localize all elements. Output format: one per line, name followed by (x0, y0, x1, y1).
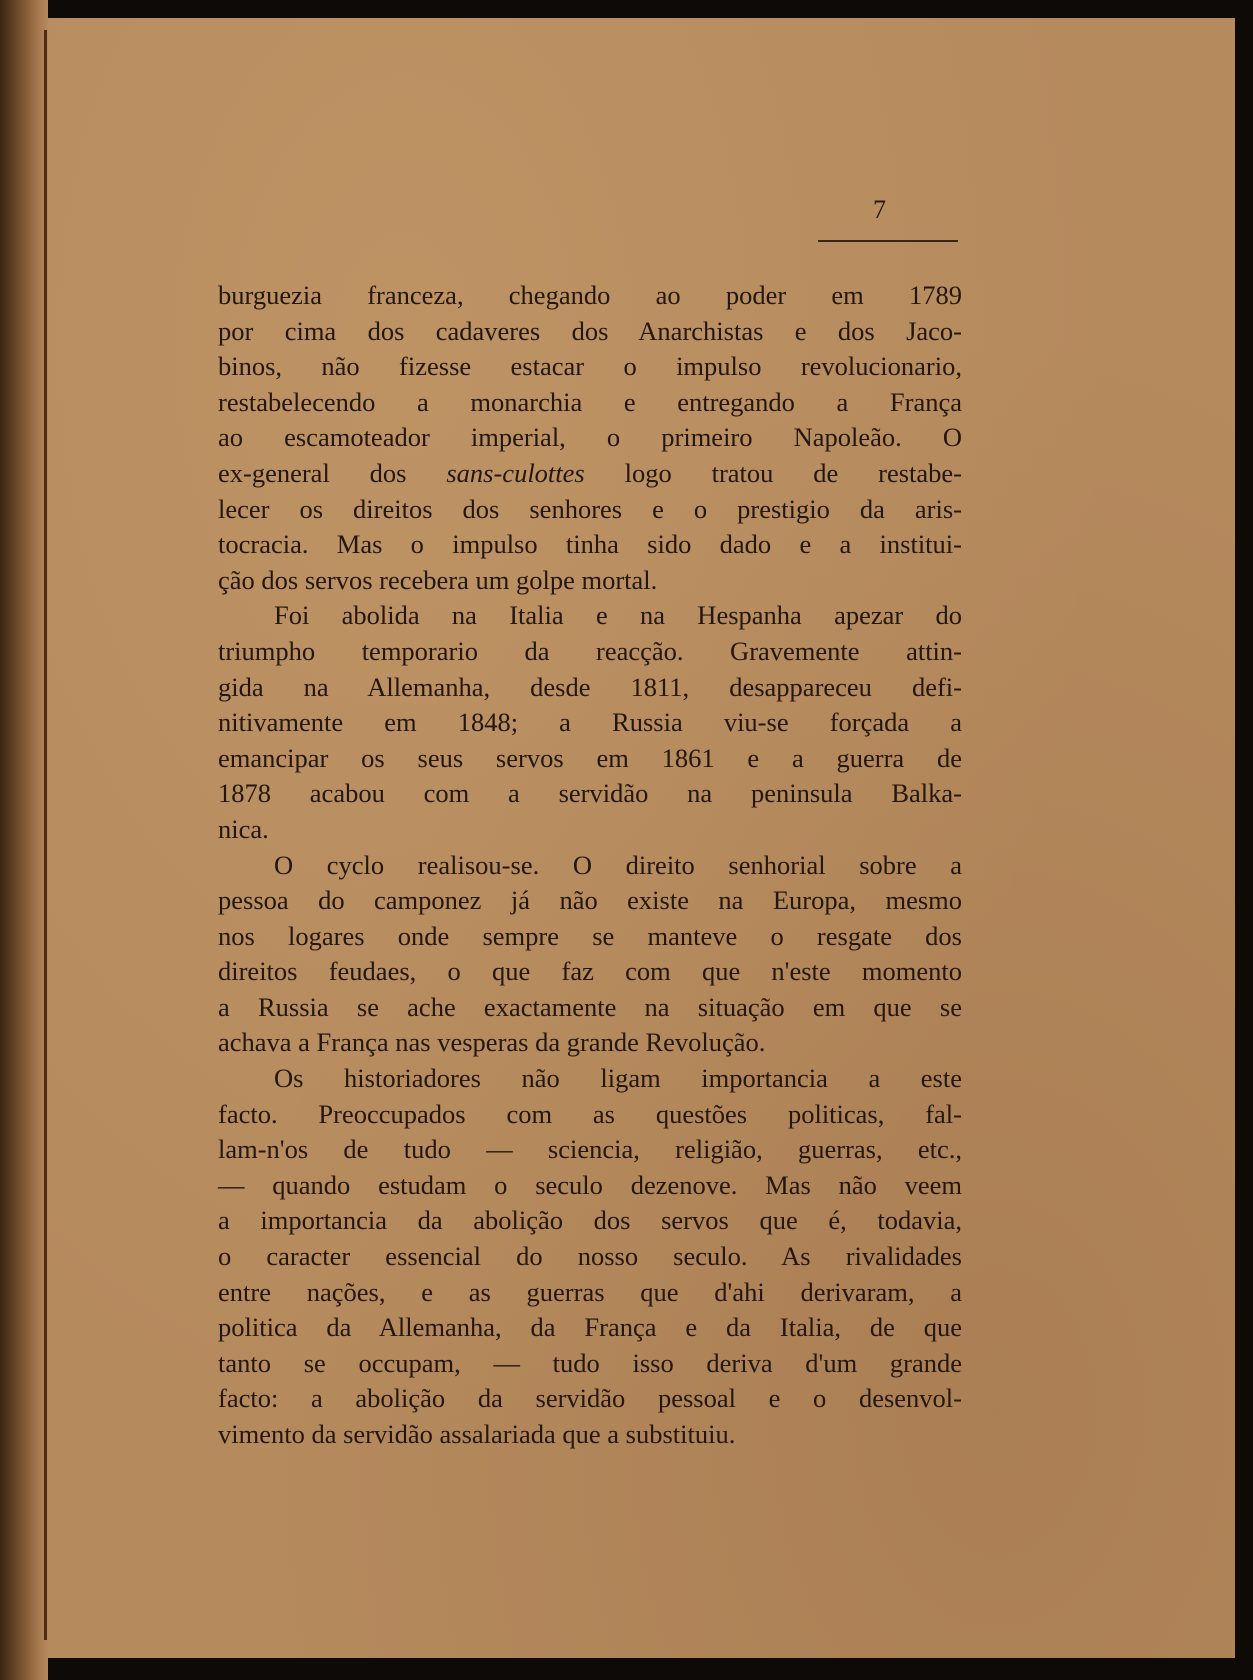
text-line: lecer os direitos dos senhores e o prestigio da aris- (218, 493, 962, 524)
text-line: ao escamoteador imperial, o primeiro Napoleão. O (218, 422, 962, 453)
italic-term: sans-culottes (446, 457, 585, 488)
text-line: direitos feudaes, o que faz com que n'este momento (218, 956, 962, 987)
text-line: nica. (218, 813, 269, 844)
book-binding-edge (0, 0, 48, 1680)
paragraph-2 (218, 598, 962, 847)
text-line: pessoa do camponez já não existe na Europa, mesmo (218, 885, 962, 916)
binding-shadow-line (44, 30, 47, 1640)
text-line: por cima dos cadaveres dos Anarchistas e dos Jaco- (218, 315, 962, 346)
text-line: O cyclo realisou-se. O direito senhorial sobre a (274, 849, 962, 880)
text-line: achava a França nas vesperas da grande Revolução. (218, 1027, 766, 1058)
text-line: Os historiadores não ligam importancia a este (274, 1063, 962, 1094)
text-line: facto: a abolição da servidão pessoal e o desenvol- (218, 1383, 962, 1414)
text-line: entre nações, e as guerras que d'ahi derivaram, a (218, 1276, 962, 1307)
text-line-italic-term: ex-general dos sans-culottes logo tratou de restabe- (218, 457, 962, 488)
text-line: binos, não fizesse estacar o impulso revolucionario, (218, 351, 962, 382)
text-line: a Russia se ache exactamente na situação em que se (218, 991, 962, 1022)
text-line: o caracter essencial do nosso seculo. As rivalidades (218, 1241, 962, 1272)
text-line: vimento da servidão assalariada que a substituiu. (218, 1419, 736, 1449)
text-line: nos logares onde sempre se manteve o resgate dos (218, 920, 962, 951)
text-line: emancipar os seus servos em 1861 e a guerra de (218, 742, 962, 773)
text-line: restabelecendo a monarchia e entregando a França (218, 386, 962, 417)
text-line: triumpho temporario da reacção. Gravemente attin- (218, 635, 962, 666)
text-line: — quando estudam o seculo dezenove. Mas não veem (218, 1169, 962, 1200)
text-line: tocracia. Mas o impulso tinha sido dado e a institui- (218, 529, 962, 560)
text-line: a importancia da abolição dos servos que é, todavia, (218, 1205, 962, 1236)
text-line: lam-n'os de tudo — sciencia, religião, guerras, etc., (218, 1134, 962, 1165)
text-line: ção dos servos recebera um golpe mortal. (218, 564, 658, 595)
text-line: politica da Allemanha, da França e da Italia, de que (218, 1312, 962, 1343)
paragraph-3 (218, 848, 962, 1062)
header-rule (818, 240, 958, 242)
paragraph-1 (218, 278, 962, 598)
text-line: nitivamente em 1848; a Russia viu-se forçada a (218, 707, 962, 738)
text-line: tanto se occupam, — tudo isso deriva d'um grande (218, 1347, 962, 1378)
paragraph-4 (218, 1061, 962, 1453)
text-line: burguezia franceza, chegando ao poder em 1789 (218, 280, 962, 310)
body-text (218, 278, 962, 1453)
text-line: facto. Preoccupados com as questões politicas, fal- (218, 1098, 962, 1129)
text-line: 1878 acabou com a servidão na peninsula Balka- (218, 778, 962, 809)
page-number: 7 (873, 195, 886, 224)
text-line: Foi abolida na Italia e na Hespanha apezar do (274, 600, 962, 631)
text-line: gida na Allemanha, desde 1811, desappareceu defi- (218, 671, 962, 702)
